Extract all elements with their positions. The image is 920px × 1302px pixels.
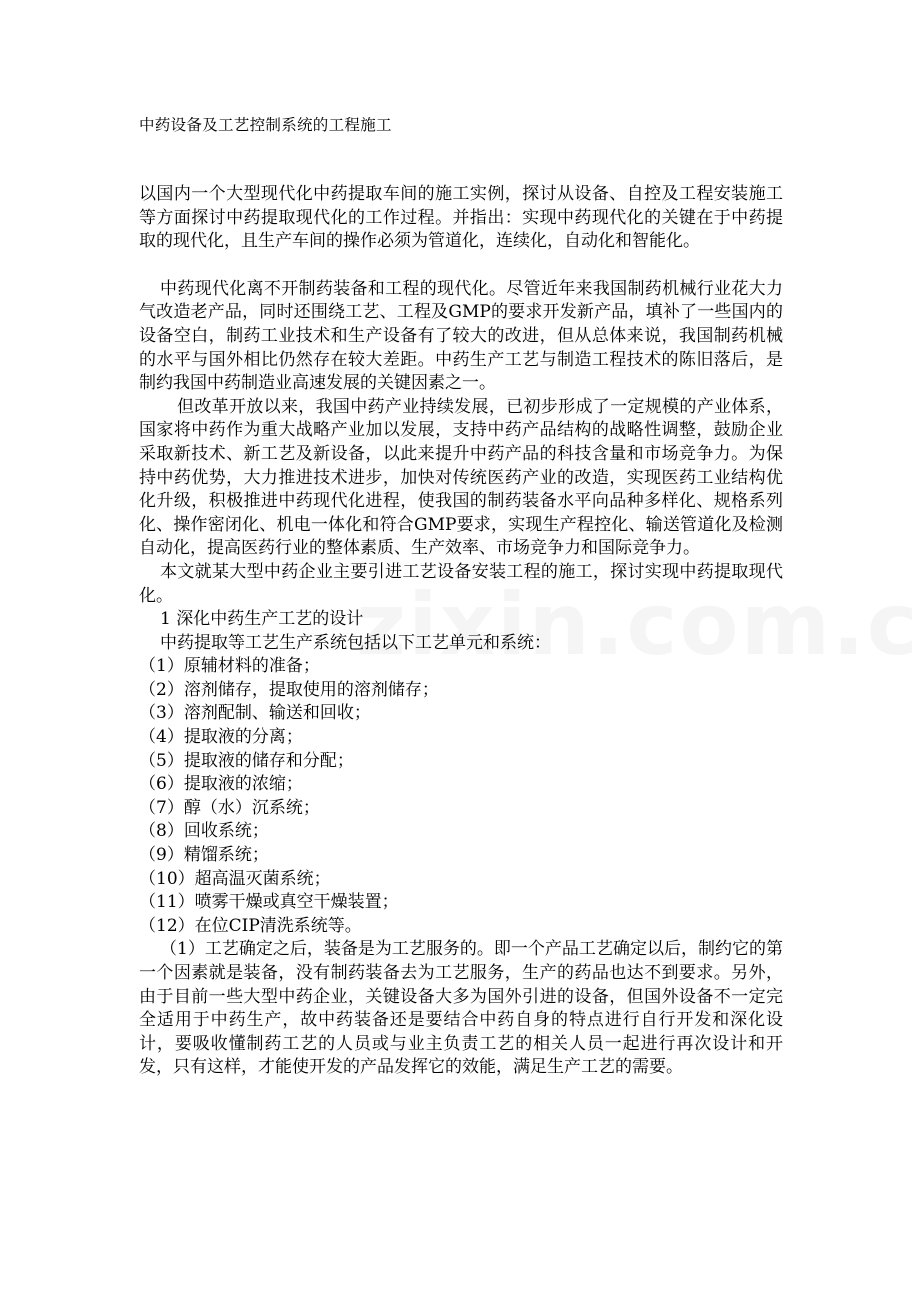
document-title: 中药设备及工艺控制系统的工程施工	[139, 116, 392, 134]
paragraph-gap	[139, 254, 783, 278]
list-item: （1）原辅材料的准备；	[139, 656, 320, 677]
body-paragraph-2: 但改革开放以来，我国中药产业持续发展，已初步形成了一定规模的产业体系，国家将中药作为重大战略产业加以发展，支持中药产品结构的战略性调整，鼓励企业采取新技术、新工艺及新设备，以此来提升中药产品的科技含量和市场竞争力。为保持中药优势，大力推进技术进步，加快对传统医药产业的改造，实现医药工业结构优化升级，积极推进中药现代化进程，使我国的制药装备水平向品种多样化、规格系列化、操作密闭化、机电一体化和符合GMP要求，实现生产程控化、输送管道化及检测自动化，提高医药行业的整体素质、生产效率、市场竞争力和国际竞争力。	[139, 396, 783, 559]
list-item: （11）喷雾干燥或真空干燥装置；	[139, 892, 399, 913]
list-item: （6）提取液的浓缩；	[139, 774, 303, 795]
list-item: （2）溶剂储存，提取使用的溶剂储存；	[139, 679, 439, 700]
list-intro: 中药提取等工艺生产系统包括以下工艺单元和系统：	[160, 632, 551, 653]
list-item: （5）提取液的储存和分配；	[139, 750, 354, 771]
body-paragraph-4: （1）工艺确定之后，装备是为工艺服务的。即一个产品工艺确定以后，制约它的第一个因素就是装备，没有制药装备去为工艺服务，生产的药品也达不到要求。另外，由于目前一些大型中药企业，关键设备大多为国外引进的设备，但国外设备不一定完全适用于中药生产，故中药装备还是要结合中药自身的特点进行自行开发和深化设计，要吸收懂制药工艺的人员或与业主负责工艺的相关人员一起进行再次设计和开发，只有这样，才能使开发的产品发挥它的效能，满足生产工艺的需要。	[139, 939, 783, 1078]
list-item: （12）在位CIP清洗系统等。	[139, 915, 362, 936]
list-item: （10）超高温灭菌系统；	[139, 868, 331, 889]
document-body	[139, 183, 783, 1080]
list-item: （8）回收系统；	[139, 821, 269, 842]
list-item: （4）提取液的分离；	[139, 727, 303, 748]
abstract-paragraph: 以国内一个大型现代化中药提取车间的施工实例，探讨从设备、自控及工程安装施工等方面探讨中药提取现代化的工作过程。并指出：实现中药现代化的关键在于中药提取的现代化，且生产车间的操作必须为管道化，连续化，自动化和智能化。	[139, 184, 783, 252]
body-paragraph-1: 中药现代化离不开制药装备和工程的现代化。尽管近年来我国制药机械行业花大力气改造老产品，同时还围绕工艺、工程及GMP的要求开发新产品，填补了一些国内的设备空白，制药工业技术和生产设备有了较大的改进，但从总体来说，我国制药机械的水平与国外相比仍然存在较大差距。中药生产工艺与制造工程技术的陈旧落后，是制约我国中药制造业高速发展的关键因素之一。	[139, 278, 783, 394]
list-item: （9）精馏系统；	[139, 845, 269, 866]
section-heading: 1 深化中药生产工艺的设计	[160, 609, 364, 630]
list-item: （3）溶剂配制、输送和回收；	[139, 703, 371, 724]
body-paragraph-3: 本文就某大型中药企业主要引进工艺设备安装工程的施工，探讨实现中药提取现代化。	[139, 561, 783, 606]
process-unit-list	[139, 655, 783, 938]
list-item: （7）醇（水）沉系统；	[139, 797, 320, 818]
